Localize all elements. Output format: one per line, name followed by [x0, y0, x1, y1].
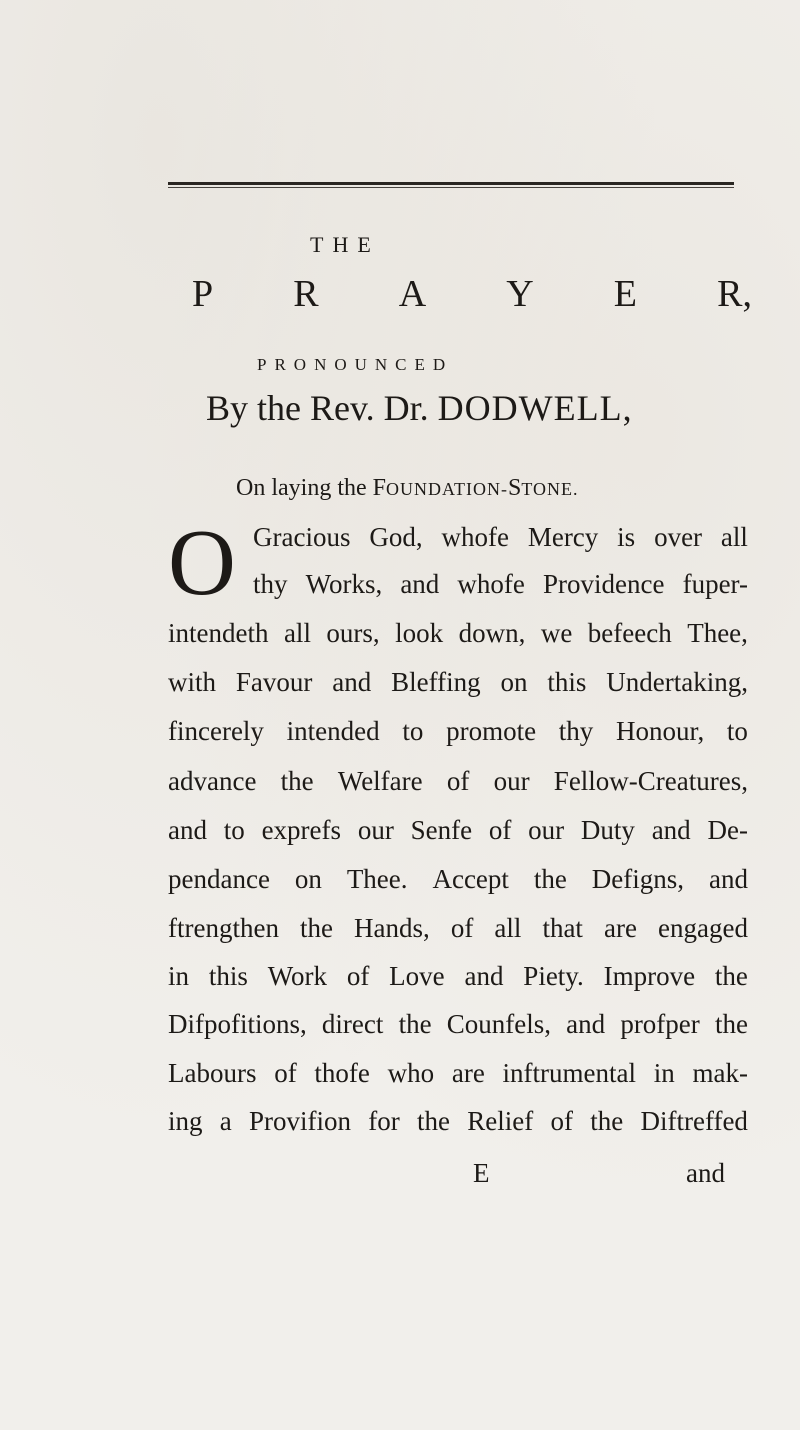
word: and [168, 815, 207, 845]
title-the: THE [310, 232, 380, 257]
word: and [332, 667, 372, 697]
word: Difpofitions, [168, 1009, 307, 1039]
word: who [387, 1058, 435, 1088]
word: and [708, 864, 748, 894]
word: Welfare [337, 766, 423, 796]
word: advance [168, 766, 257, 796]
word: Providence [543, 569, 665, 599]
title-prayer [192, 272, 752, 316]
word: in [653, 1058, 675, 1088]
word: our [493, 766, 530, 796]
word: inftrumental [502, 1058, 636, 1088]
word: thy [253, 569, 288, 599]
text-line [168, 620, 748, 647]
title-pronounced: PRONOUNCED [257, 355, 454, 374]
title-prayer-letter: P [192, 273, 214, 315]
word: Provifion [249, 1106, 352, 1136]
word: ours, [326, 618, 380, 648]
word: mak- [692, 1058, 748, 1088]
word: are [451, 1058, 485, 1088]
word: Gracious [253, 522, 351, 552]
word: Counfels, [446, 1009, 551, 1039]
byline [206, 387, 633, 429]
word: the [533, 864, 567, 894]
word: down, [458, 618, 526, 648]
word: Honour, [616, 716, 705, 746]
word: all [720, 522, 748, 552]
title-rule-thin [168, 187, 734, 188]
title-prayer-letter: R [293, 273, 319, 315]
word: on [500, 667, 528, 697]
text-line [168, 915, 748, 942]
word: Fellow-Creatures, [553, 766, 748, 796]
word: of [346, 961, 370, 991]
word: Mercy [527, 522, 599, 552]
word: and [566, 1009, 606, 1039]
word: ftrengthen [168, 913, 279, 943]
word: the [417, 1106, 450, 1136]
word: thy [558, 716, 594, 746]
word: fuper- [682, 569, 748, 599]
word: all [283, 618, 311, 648]
word: befeech [587, 618, 672, 648]
word: Accept [432, 864, 509, 894]
word: all [494, 913, 522, 943]
word: thofe [314, 1058, 370, 1088]
text-line [168, 1060, 748, 1087]
word: Improve [603, 961, 696, 991]
word: look [395, 618, 444, 648]
word: Works, [305, 569, 383, 599]
word: that [542, 913, 583, 943]
word: are [603, 913, 637, 943]
word: whofe [457, 569, 525, 599]
occasion-line [236, 475, 579, 502]
text-line [168, 1011, 748, 1038]
text-line [168, 963, 748, 990]
word: our [357, 815, 394, 845]
word: the [714, 961, 748, 991]
occasion-smallcaps: OUNDATION- [386, 479, 508, 499]
word: Relief [467, 1106, 534, 1136]
text-line [168, 817, 748, 844]
word: whofe [441, 522, 509, 552]
word: for [368, 1106, 400, 1136]
word: the [590, 1106, 624, 1136]
word: Defigns, [591, 864, 685, 894]
title-prayer-letter: Y [506, 273, 534, 315]
word: Piety. [523, 961, 584, 991]
byline-name: DODWELL, [437, 388, 633, 428]
word: to [402, 716, 424, 746]
text-line [168, 669, 748, 696]
word: and [651, 815, 691, 845]
title-prayer-letter: R, [717, 273, 752, 315]
text-line [168, 1108, 748, 1135]
word: Senfe [410, 815, 473, 845]
word: the [280, 766, 314, 796]
word: Thee, [687, 618, 748, 648]
word: engaged [658, 913, 748, 943]
word: is [617, 522, 636, 552]
occasion-smallcaps: TONE. [521, 479, 579, 499]
word: Undertaking, [606, 667, 748, 697]
byline-prefix: By the Rev. Dr. [206, 388, 429, 428]
word: a [219, 1106, 232, 1136]
text-line [253, 571, 748, 598]
word: in [168, 961, 190, 991]
word: Diftreffed [640, 1106, 748, 1136]
word: the [300, 913, 333, 943]
word: intendeth [168, 618, 269, 648]
word: on [294, 864, 322, 894]
word: of [274, 1058, 297, 1088]
word: the [398, 1009, 432, 1039]
occasion-initial: F [372, 475, 386, 501]
word: our [528, 815, 565, 845]
word: De- [707, 815, 748, 845]
word: Labours [168, 1058, 257, 1088]
word: Work [267, 961, 328, 991]
word: Love [389, 961, 445, 991]
word: pendance [168, 864, 270, 894]
drop-cap: O [168, 511, 236, 615]
catchword: and [686, 1158, 725, 1188]
word: ing [168, 1106, 203, 1136]
title-prayer-letter: E [613, 273, 637, 315]
word: intended [286, 716, 380, 746]
word: Favour [235, 667, 313, 697]
word: to [223, 815, 245, 845]
word: to [726, 716, 748, 746]
word: with [168, 667, 217, 697]
word: over [654, 522, 703, 552]
occasion-prefix: On laying the [236, 475, 373, 501]
word: of [450, 913, 474, 943]
text-line [253, 524, 748, 551]
word: fincerely [168, 716, 264, 746]
word: we [540, 618, 573, 648]
word: of [488, 815, 512, 845]
occasion-initial: S [507, 475, 522, 501]
word: this [547, 667, 587, 697]
title-rule-thick [168, 182, 734, 185]
word: God, [369, 522, 423, 552]
word: Hands, [354, 913, 430, 943]
title-prayer-letter: A [398, 273, 427, 315]
text-line [168, 768, 748, 795]
text-line [168, 866, 748, 893]
word: promote [446, 716, 537, 746]
word: and [464, 961, 504, 991]
word: this [208, 961, 248, 991]
signature-mark: E [473, 1158, 490, 1188]
word: direct [321, 1009, 384, 1039]
word: Thee. [346, 864, 408, 894]
word: of [550, 1106, 573, 1136]
word: the [714, 1009, 748, 1039]
word: Duty [580, 815, 635, 845]
word: exprefs [261, 815, 342, 845]
word: of [446, 766, 470, 796]
word: and [400, 569, 440, 599]
text-line [168, 718, 748, 745]
word: profper [620, 1009, 700, 1039]
word: Bleffing [391, 667, 481, 697]
